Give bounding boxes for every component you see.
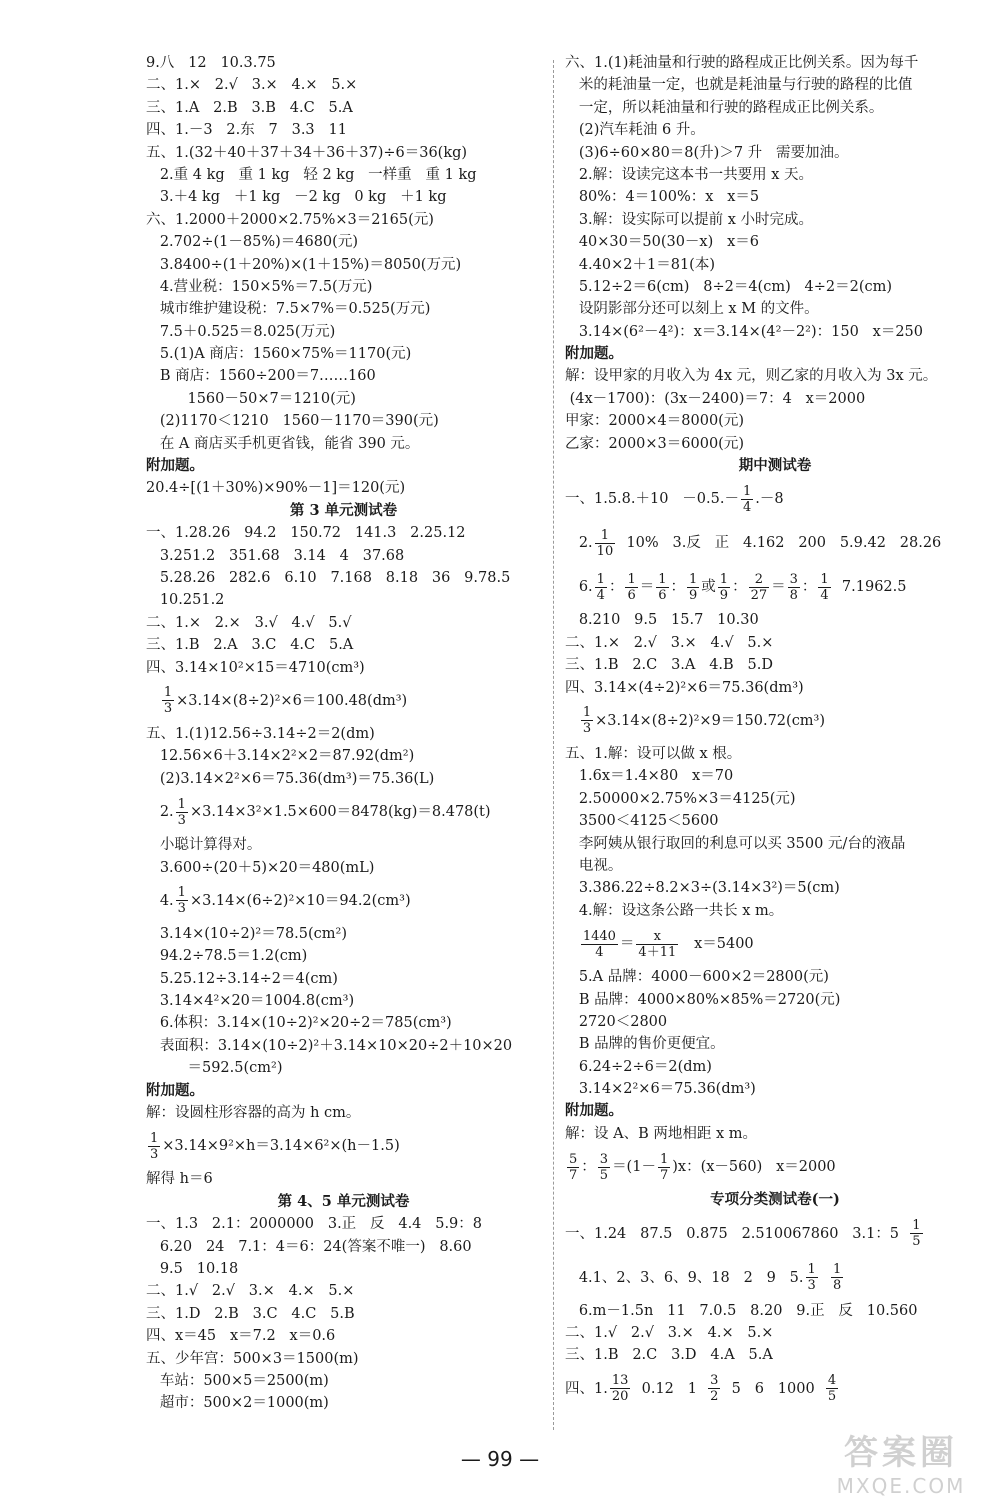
answer-line: 五、1.(32＋40＋37＋34＋36＋37)÷6＝36(kg) bbox=[146, 144, 468, 161]
answer-line: 二、1.× 2.√ 3.× 4.× 5.× bbox=[146, 77, 358, 94]
answer-line: 六、1.(1)耗油量和行驶的路程成正比例关系。因为每千 bbox=[565, 55, 919, 71]
bonus-label: 附加题。 bbox=[146, 457, 204, 475]
answer-line: 三、1.B 2.C 3.D 4.A 5.A bbox=[565, 1347, 773, 1364]
right-column bbox=[565, 52, 985, 1411]
fraction: $\frac{1}{4}$ bbox=[742, 483, 752, 515]
answer-line: 6.20 24 7.1：4＝6：24(答案不唯一) 8.60 bbox=[146, 1238, 472, 1255]
answer-line: 9.5 10.18 bbox=[146, 1260, 239, 1277]
answer-line: 6.24÷2÷6＝2(dm) bbox=[565, 1058, 712, 1075]
answer-line: 米的耗油量一定，也就是耗油量与行驶的路程的比值 bbox=[565, 77, 913, 94]
answer-line: 20.4÷[(1＋30%)×90%－1]＝120(元) bbox=[146, 480, 406, 497]
answer-line: 5.25.12÷3.14÷2＝4(cm) bbox=[146, 970, 338, 987]
watermark-logo bbox=[816, 1425, 986, 1498]
answer-line: 三、1.D 2.B 3.C 4.C 5.B bbox=[146, 1305, 355, 1322]
answer-line: 三、1.B 2.A 3.C 4.C 5.A bbox=[146, 637, 354, 654]
answer-line: 8.210 9.5 15.7 10.30 bbox=[565, 612, 759, 629]
answer-line: $\frac{1}{3}$ ×3.14×(8÷2)²×6＝100.48(dm³) bbox=[163, 685, 408, 717]
answer-line: 3.14×(10÷2)²＝78.5(cm²) bbox=[146, 925, 347, 942]
answer-line: 3500＜4125＜5600 bbox=[565, 813, 719, 830]
fraction: $\frac{2}{27}$ bbox=[750, 571, 768, 603]
answer-line: 一、1.28.26 94.2 150.72 141.3 2.25.12 bbox=[146, 525, 466, 542]
fraction: $\frac{1}{5}$ bbox=[912, 1218, 921, 1250]
answer-line: 3.14×2²×6＝75.36(dm³) bbox=[565, 1081, 756, 1098]
answer-line: 解：设 A、B 两地相距 x m。 bbox=[565, 1125, 757, 1142]
answer-line: 二、1.× 2.× 3.√ 4.√ 5.√ bbox=[146, 614, 352, 631]
answer-line: 二、1.√ 2.√ 3.× 4.× 5.× bbox=[565, 1325, 774, 1342]
fraction: $\frac{1}{3}$ bbox=[177, 796, 186, 828]
answer-line: 3.＋4 kg ＋1 kg －2 kg 0 kg ＋1 kg bbox=[146, 189, 447, 206]
answer-line: 7.5＋0.525＝8.025(万元) bbox=[146, 323, 336, 340]
answer-line: 2.解：设读完这本书一共要用 x 天。 bbox=[565, 166, 814, 183]
answer-line: 小聪计算得对。 bbox=[146, 837, 262, 854]
answer-line: 城市维护建设税：7.5×7%＝0.525(万元) bbox=[146, 301, 431, 318]
fraction: $\frac{1}{3}$ bbox=[807, 1262, 816, 1294]
answer-line: 3.14×4²×20＝1004.8(cm³) bbox=[146, 993, 355, 1010]
answer-line: B 品牌的售价更便宜。 bbox=[565, 1036, 725, 1053]
fraction: $\frac{1}{10}$ bbox=[596, 527, 614, 559]
answer-line: 5.28.26 282.6 6.10 7.168 8.18 36 9.78.5 bbox=[146, 569, 511, 586]
answer-line: 2720＜2800 bbox=[565, 1013, 668, 1030]
answer-line: 超市：500×2＝1000(m) bbox=[146, 1395, 329, 1412]
answer-line: 一定，所以耗油量和行驶的路程成正比例关系。 bbox=[565, 99, 884, 116]
fraction: $\frac{3}{8}$ bbox=[789, 571, 798, 603]
answer-line: 1.6x＝1.4×80 x＝70 bbox=[565, 768, 734, 785]
answer-line: 3.251.2 351.68 3.14 4 37.68 bbox=[146, 547, 405, 564]
answer-line: 5.12÷2＝6(cm) 8÷2＝4(cm) 4÷2＝2(cm) bbox=[565, 278, 893, 295]
answer-line: (2)3.14×2²×6＝75.36(dm³)＝75.36(L) bbox=[146, 770, 435, 787]
bonus-label: 附加题。 bbox=[565, 1102, 623, 1120]
answer-line: 3.600÷(20＋5)×20＝480(mL) bbox=[146, 859, 375, 876]
answer-line: $\frac{1}{3}$ ×3.14×(8÷2)²×9＝150.72(cm³) bbox=[582, 705, 826, 737]
answer-line: 6. $\frac{1}{4}$ ： $\frac{1}{6}$ ＝ $\frac{1}{6}$ ： $\frac{1}{9}$ 或 $\frac{1}{9}$ ： $\frac{2}{27}$ ＝ $\frac{3}{8}$ ： $\frac{1}{4}$ 7.1962.5 bbox=[565, 571, 907, 603]
fraction: $\frac{x}{4+11}$ bbox=[638, 928, 677, 960]
answer-line: 6.体积：3.14×(10÷2)²×20÷2＝785(cm³) bbox=[146, 1015, 452, 1032]
answer-line: 二、1.√ 2.√ 3.× 4.× 5.× bbox=[146, 1283, 355, 1300]
answer-line: 10.251.2 bbox=[146, 592, 225, 609]
answer-line: 电视。 bbox=[565, 857, 623, 874]
fraction: $\frac{1}{8}$ bbox=[833, 1262, 842, 1294]
answer-line: 3.解：设实际可以提前 x 小时完成。 bbox=[565, 211, 814, 228]
fraction: $\frac{1}{3}$ bbox=[150, 1130, 159, 1162]
answer-line: 解：设甲家的月收入为 4x 元，则乙家的月收入为 3x 元。 bbox=[565, 368, 938, 385]
answer-line: B 品牌：4000×80%×85%＝2720(元) bbox=[565, 991, 841, 1008]
fraction: $\frac{5}{7}$ bbox=[569, 1151, 578, 1183]
watermark-url: MXQE.COM bbox=[836, 1474, 966, 1498]
fraction: $\frac{1}{6}$ bbox=[627, 571, 636, 603]
answer-line: 4.40×2＋1＝81(本) bbox=[565, 256, 715, 273]
page-number: — 99 — bbox=[460, 1447, 540, 1471]
watermark-text: 答案圈 bbox=[844, 1433, 958, 1473]
answer-line: 三、1.B 2.C 3.A 4.B 5.D bbox=[565, 657, 773, 674]
answer-line: 四、3.14×(4÷2)²×6＝75.36(dm³) bbox=[565, 679, 804, 696]
answer-line: 6.m－1.5n 11 7.0.5 8.20 9.正 反 10.560 bbox=[565, 1302, 918, 1319]
section-heading: 专项分类测试卷(一) bbox=[710, 1191, 840, 1209]
answer-line: 3.8400÷(1＋20%)×(1＋15%)＝8050(万元) bbox=[146, 256, 462, 273]
answer-line: 3.14×(6²－4²)：x＝3.14×(4²－2²)：150 x＝250 bbox=[565, 323, 924, 340]
fraction: $\frac{1}{9}$ bbox=[689, 571, 698, 603]
answer-line: 4.1、2、3、6、9、18 2 9 5. $\frac{1}{3}$ $\frac{1}{8}$ bbox=[578, 1262, 842, 1294]
answer-line: 2. $\frac{1}{10}$ 10% 3.反 正 4.162 200 5.9.42 28.26 bbox=[565, 527, 942, 559]
answer-line: 六、1.2000＋2000×2.75%×3＝2165(元) bbox=[146, 211, 434, 228]
answer-line: 四、1. $\frac{13}{20}$ 0.12 1 $\frac{3}{2}$ 5 6 1000 $\frac{4}{5}$ bbox=[565, 1373, 837, 1405]
answer-line: 4.营业税：150×5%＝7.5(万元) bbox=[146, 278, 373, 295]
fraction: $\frac{1}{6}$ bbox=[658, 571, 667, 603]
left-column bbox=[146, 52, 541, 1415]
answer-line: 一、1.3 2.1：2000000 3.正 反 4.4 5.9：8 bbox=[146, 1216, 483, 1233]
fraction: $\frac{1}{3}$ bbox=[177, 885, 186, 917]
answer-line: 5.A 品牌：4000－600×2＝2800(元) bbox=[565, 969, 829, 986]
fraction: $\frac{1440}{4}$ bbox=[582, 928, 616, 960]
answer-line: 1560－50×7＝1210(元) bbox=[146, 390, 356, 407]
answer-line: 解：设圆柱形容器的高为 h cm。 bbox=[146, 1105, 361, 1122]
answer-line: ＝592.5(cm²) bbox=[146, 1060, 283, 1077]
fraction: $\frac{1}{9}$ bbox=[719, 571, 729, 603]
answer-line: (2)1170＜1210 1560－1170＝390(元) bbox=[146, 413, 439, 430]
answer-line: 五、1.解：设可以做 x 根。 bbox=[565, 745, 742, 762]
fraction: $\frac{3}{5}$ bbox=[599, 1151, 609, 1183]
answer-line: $\frac{5}{7}$ ： $\frac{3}{5}$ ＝(1－ $\frac{1}{7}$ )x：(x－560) x＝2000 bbox=[569, 1151, 836, 1183]
answer-line: 一、1.24 87.5 0.875 2.510067860 3.1：5 $\frac{1}{5}$ bbox=[565, 1218, 921, 1250]
answer-line: 四、3.14×10²×15＝4710(cm³) bbox=[146, 659, 365, 676]
fraction: $\frac{1}{3}$ bbox=[163, 685, 173, 717]
answer-line: 乙家：2000×3＝6000(元) bbox=[565, 435, 744, 452]
answer-line: 在 A 商店买手机更省钱，能省 390 元。 bbox=[146, 435, 420, 452]
answer-line: $\frac{1440}{4}$ ＝ $\frac{x}{4+11}$ x＝5400 bbox=[582, 928, 754, 960]
fraction: $\frac{3}{2}$ bbox=[710, 1373, 719, 1405]
answer-line: 2.50000×2.75%×3＝4125(元) bbox=[565, 790, 796, 807]
section-heading: 第 4、5 单元测试卷 bbox=[277, 1192, 410, 1210]
answer-line: 80%：4＝100%：x x＝5 bbox=[565, 189, 760, 206]
answer-line: $\frac{1}{3}$ ×3.14×9²×h＝3.14×6²×(h－1.5) bbox=[150, 1130, 400, 1162]
fraction: $\frac{1}{4}$ bbox=[820, 571, 829, 603]
fraction: $\frac{4}{5}$ bbox=[827, 1373, 837, 1405]
answer-line: 四、1.－3 2.东 7 3.3 11 bbox=[146, 122, 347, 139]
answer-line: 甲家：2000×4＝8000(元) bbox=[565, 413, 744, 430]
answer-line: (2)汽车耗油 6 升。 bbox=[565, 122, 705, 139]
answer-line: 二、1.× 2.√ 3.× 4.√ 5.× bbox=[565, 634, 774, 651]
answer-line: 五、1.(1)12.56÷3.14÷2＝2(dm) bbox=[146, 725, 375, 742]
fraction: $\frac{1}{3}$ bbox=[582, 705, 592, 737]
answer-line: 三、1.A 2.B 3.B 4.C 5.A bbox=[146, 99, 353, 116]
answer-line: 4.解：设这条公路一共长 x m。 bbox=[565, 902, 784, 919]
fraction: $\frac{1}{4}$ bbox=[596, 571, 605, 603]
answer-line: 解得 h＝6 bbox=[146, 1171, 213, 1188]
answer-line: 40×30＝50(30－x) x＝6 bbox=[565, 234, 760, 251]
answer-line: 5.(1)A 商店：1560×75%＝1170(元) bbox=[146, 346, 412, 363]
answer-line: 3.386.22÷8.2×3÷(3.14×3²)＝5(cm) bbox=[565, 880, 840, 897]
answer-line: 12.56×6＋3.14×2²×2＝87.92(dm²) bbox=[146, 748, 415, 765]
section-heading: 期中测试卷 bbox=[738, 457, 812, 475]
answer-line: 五、少年宫：500×3＝1500(m) bbox=[146, 1350, 359, 1367]
bonus-label: 附加题。 bbox=[146, 1081, 204, 1099]
answer-line: 9.八 12 10.3.75 bbox=[146, 55, 276, 71]
answer-line: 车站：500×5＝2500(m) bbox=[146, 1372, 329, 1389]
answer-line: 李阿姨从银行取回的利息可以买 3500 元/台的液晶 bbox=[565, 835, 906, 852]
answer-line: 2.重 4 kg 重 1 kg 轻 2 kg 一样重 重 1 kg bbox=[146, 166, 477, 183]
answer-line: B 商店：1560÷200＝7……160 bbox=[146, 368, 376, 385]
column-divider bbox=[553, 60, 554, 1430]
answer-line: 2.702÷(1－85%)＝4680(元) bbox=[146, 234, 358, 251]
answer-line: 94.2÷78.5＝1.2(cm) bbox=[146, 948, 308, 965]
answer-line: 四、x＝45 x＝7.2 x＝0.6 bbox=[146, 1328, 336, 1345]
answer-line: 4. $\frac{1}{3}$ ×3.14×(6÷2)²×10＝94.2(cm³) bbox=[146, 885, 411, 917]
answer-line: (4x－1700)：(3x－2400)＝7：4 x＝2000 bbox=[565, 390, 866, 407]
answer-line: 2. $\frac{1}{3}$ ×3.14×3²×1.5×600＝8478(kg)＝8.478(t) bbox=[146, 796, 491, 828]
answer-line: 表面积：3.14×(10÷2)²＋3.14×10×20÷2＋10×20 bbox=[146, 1037, 513, 1054]
bonus-label: 附加题。 bbox=[565, 345, 623, 363]
fraction: $\frac{1}{7}$ bbox=[659, 1151, 669, 1183]
section-heading: 第 3 单元测试卷 bbox=[289, 501, 398, 519]
answer-line: 一、1.5.8.＋10 －0.5.－ $\frac{1}{4}$ .－8 bbox=[565, 483, 784, 515]
answer-line: (3)6÷60×80＝8(升)＞7 升 需要加油。 bbox=[565, 144, 849, 161]
fraction: $\frac{13}{20}$ bbox=[611, 1373, 629, 1405]
answer-line: 设阴影部分还可以刻上 x M 的文件。 bbox=[565, 301, 819, 318]
